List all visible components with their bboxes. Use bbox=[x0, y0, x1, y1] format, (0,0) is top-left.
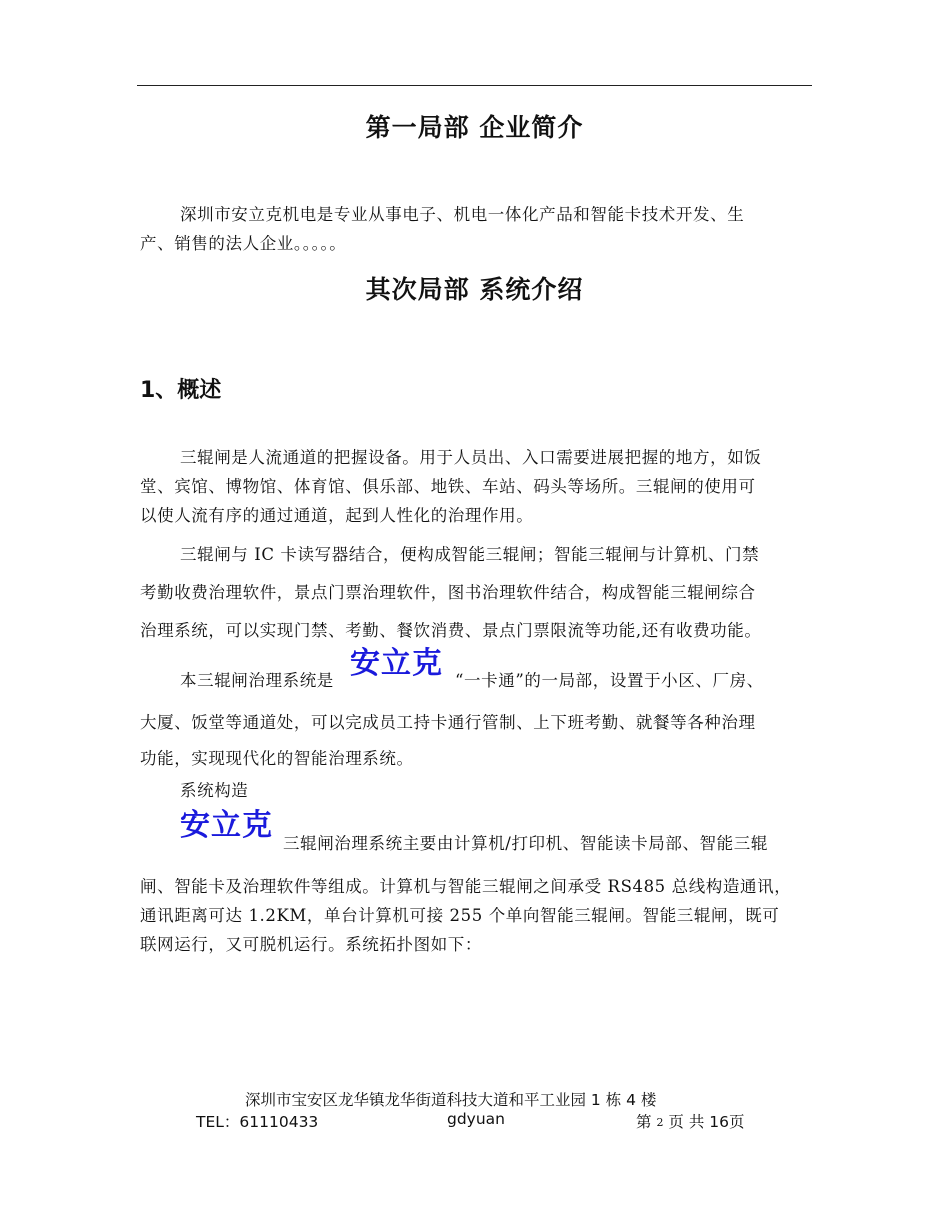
para3-end: “一卡通”的一局部，设置于小区、厂房、 bbox=[455, 671, 764, 690]
para1-line-3: 以使人流有序的通过通道，起到人性化的治理作用。 bbox=[140, 506, 534, 525]
overview-paragraph-3 bbox=[140, 708, 812, 780]
para4-line-3: 通讯距离可达 1.2KM，单台计算机可接 255 个单向智能三辊闸。智能三辊闸，既可 bbox=[140, 906, 780, 925]
para4-line-1: 三辊闸治理系统主要由计算机/打印机、智能读卡局部、智能三辊 bbox=[283, 834, 768, 853]
footer-name: gdyuan bbox=[447, 1110, 505, 1128]
footer-page-number bbox=[636, 1110, 744, 1132]
footer-tel: TEL：61110433 bbox=[196, 1113, 319, 1131]
page-suffix: 页 共 16页 bbox=[668, 1113, 745, 1131]
para2-line-1: 三辊闸与 IC 卡读写器结合，便构成智能三辊闸；智能三辊闸与计算机、门禁 bbox=[180, 545, 760, 564]
para1-line-2: 堂、宾馆、博物馆、体育馆、俱乐部、地铁、车站、码头等场所。三辊闸的使用可 bbox=[140, 477, 756, 496]
para3-start: 本三辊闸治理系统是 bbox=[180, 671, 334, 690]
system-structure-label: 系统构造 bbox=[180, 781, 249, 800]
header-rule bbox=[137, 85, 812, 86]
page-current: 2 bbox=[656, 1116, 664, 1129]
structure-paragraph bbox=[140, 872, 812, 959]
para2-line-2: 考勤收费治理软件，景点门票治理软件，图书治理软件结合，构成智能三辊闸综合 bbox=[140, 583, 756, 602]
heading-company-intro: 第一局部 企业简介 bbox=[365, 113, 584, 142]
para2-line-3: 治理系统，可以实现门禁、考勤、餐饮消费、景点门票限流等功能,还有收费功能。 bbox=[140, 621, 762, 640]
overview-paragraph-1 bbox=[140, 443, 812, 530]
footer-address: 深圳市宝安区龙华镇龙华街道科技大道和平工业园 1 栋 4 楼 bbox=[245, 1091, 657, 1109]
para4-line-2: 闸、智能卡及治理软件等组成。计算机与智能三辊闸之间承受 RS485 总线构造通讯， bbox=[140, 877, 792, 896]
brand-logo-inline: 安立克 bbox=[350, 646, 443, 681]
para1-line-1: 三辊闸是人流通道的把握设备。用于人员出、入口需要进展把握的地方，如饭 bbox=[180, 448, 762, 467]
page-prefix: 第 bbox=[636, 1113, 652, 1131]
para3-line-3: 功能，实现现代化的智能治理系统。 bbox=[140, 749, 414, 768]
section-overview-title: 1、概述 bbox=[140, 378, 222, 403]
para4-line-4: 联网运行，又可脱机运行。系统拓扑图如下： bbox=[140, 935, 482, 954]
intro-line-1: 深圳市安立克机电是专业从事电子、机电一体化产品和智能卡技术开发、生 bbox=[180, 205, 745, 224]
heading-system-intro: 其次局部 系统介绍 bbox=[365, 275, 584, 304]
para3-line-2: 大厦、饭堂等通道处，可以完成员工持卡通行管制、上下班考勤、就餐等各种治理 bbox=[140, 713, 756, 732]
intro-line-2: 产、销售的法人企业。。。。。 bbox=[140, 234, 347, 253]
brand-logo-structure: 安立克 bbox=[180, 808, 273, 843]
overview-paragraph-2 bbox=[140, 540, 812, 654]
intro-paragraph bbox=[140, 200, 812, 258]
